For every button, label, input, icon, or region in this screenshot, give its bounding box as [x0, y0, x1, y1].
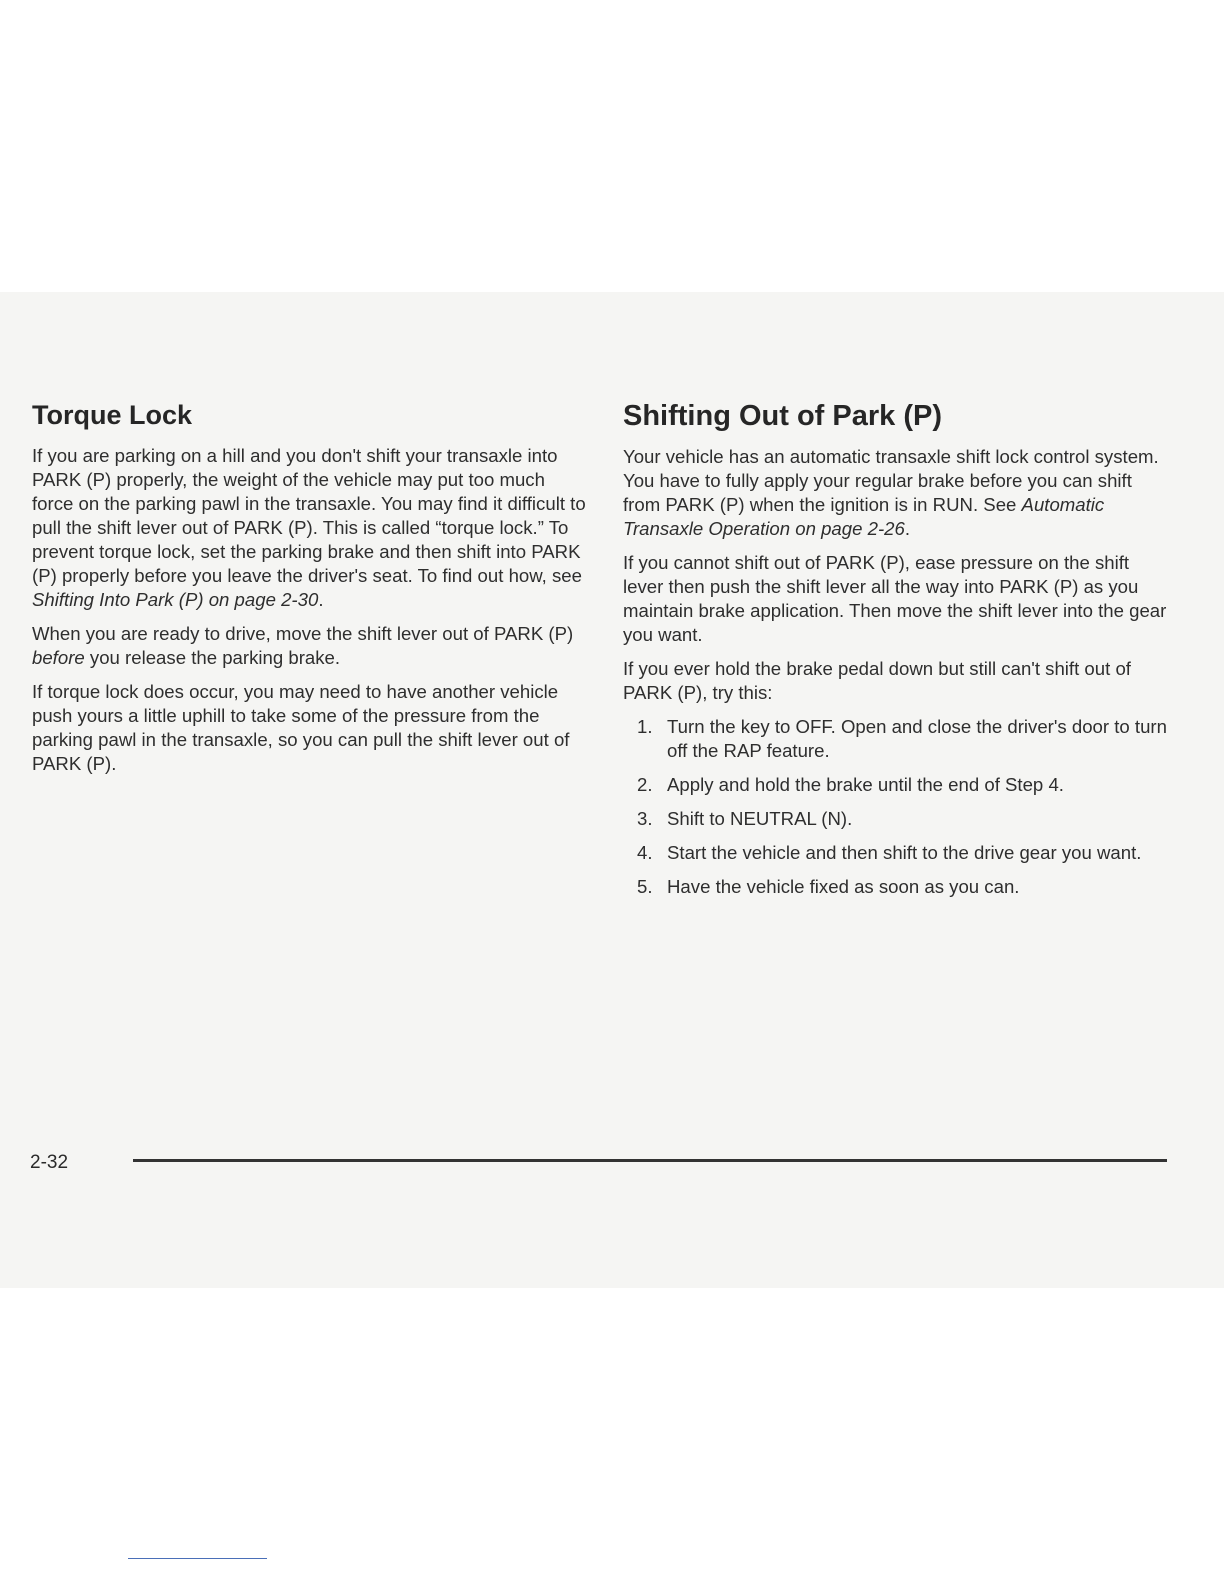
try-this-paragraph: If you ever hold the brake pedal down but still can't shift out of PARK (P), try this: [623, 658, 1131, 703]
step-text: Start the vehicle and then shift to the drive gear you want. [667, 842, 1142, 863]
torque-lock-paragraph-1: If you are parking on a hill and you don't shift your transaxle into PARK (P) properly, the weight of the vehicle may put too much force on the parking pawl in the transaxle. You may find it difficult to pull the shift lever out of PARK (P). This is called “torque lock.” To prevent torque lock, set the parking brake and then shift into PARK (P) properly before you leave the driver's seat. To find out how, see Shifting Into Park (P) on page 2-30. [32, 445, 586, 610]
steps-list [623, 715, 1171, 899]
cannot-shift-paragraph: If you cannot shift out of PARK (P), ease pressure on the shift lever then push the shift lever all the way into PARK (P) as you maintain brake application. Then move the shift lever into the gear you want. [623, 552, 1167, 645]
list-item [623, 841, 1171, 865]
shifting-out-of-park-section [623, 392, 1171, 909]
page-number: 2-32 [30, 1152, 69, 1173]
step-text: Shift to NEUTRAL (N). [667, 808, 853, 829]
step-number: 2. [637, 774, 653, 795]
automatic-transaxle-reference[interactable]: Automatic Transaxle Operation on page 2-26 [623, 494, 1105, 539]
shift-lock-paragraph: Your vehicle has an automatic transaxle shift lock control system. You have to fully apply your regular brake before you can shift from PARK (P) when the ignition is in RUN. See Automatic Transaxle Operation on page 2-26. [623, 446, 1159, 539]
list-item [623, 875, 1171, 899]
step-number: 4. [637, 842, 653, 863]
before-emphasis: before [32, 647, 85, 668]
shifting-into-park-reference[interactable]: Shifting Into Park (P) on page 2-30 [32, 589, 319, 610]
shifting-out-of-park-heading: Shifting Out of Park (P) [623, 400, 942, 432]
footer-divider [133, 1159, 1167, 1162]
step-text: Have the vehicle fixed as soon as you can. [667, 876, 1020, 897]
step-number: 5. [637, 876, 653, 897]
torque-lock-paragraph-2: When you are ready to drive, move the shift lever out of PARK (P) before you release the parking brake. [32, 623, 574, 668]
step-text: Apply and hold the brake until the end of Step 4. [667, 774, 1064, 795]
step-number: 3. [637, 808, 653, 829]
torque-lock-heading: Torque Lock [32, 400, 193, 430]
bottom-link-underline [128, 1558, 267, 1559]
list-item [623, 773, 1171, 797]
list-item [623, 807, 1171, 831]
step-number: 1. [637, 716, 653, 737]
torque-lock-section [32, 392, 588, 786]
step-text: Turn the key to OFF. Open and close the driver's door to turn off the RAP feature. [667, 716, 1167, 761]
list-item [623, 715, 1171, 763]
torque-lock-paragraph-3: If torque lock does occur, you may need to have another vehicle push yours a little uphill to take some of the pressure from the parking pawl in the transaxle, so you can pull the shift lever out of PARK (P). [32, 681, 570, 774]
